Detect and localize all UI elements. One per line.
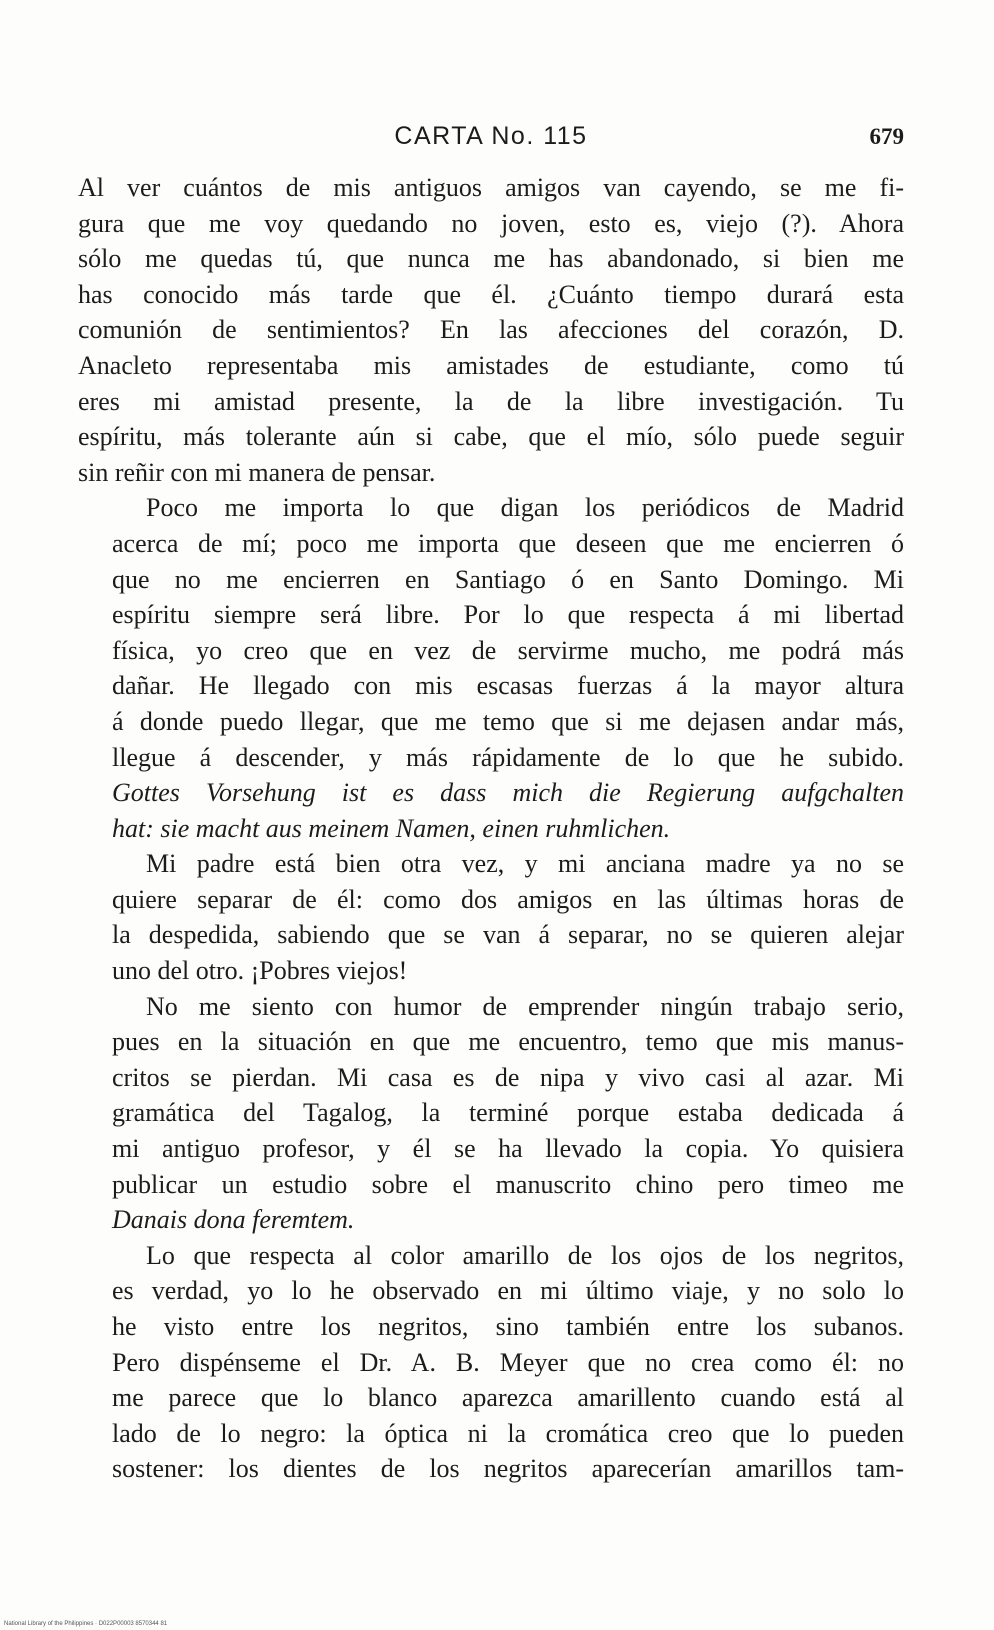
text-line: espíritu, más tolerante aún si cabe, que el mío, sólo puede seguir xyxy=(78,422,904,452)
text-line: gramática del Tagalog, la terminé porque estaba dedicada á xyxy=(112,1098,904,1128)
paragraph xyxy=(78,846,904,988)
text-line: lado de lo negro: la óptica ni la cromática creo que lo pueden xyxy=(112,1418,904,1448)
text-line: he visto entre los negritos, sino también entre los subanos. xyxy=(112,1312,904,1341)
text-line: hat: sie macht aus meinem Namen, einen ruhmlichen. xyxy=(112,813,671,843)
text-line: á donde puedo llegar, que me temo que si me dejasen andar más, xyxy=(112,706,904,736)
text-line: es verdad, yo lo he observado en mi último viaje, y no solo lo xyxy=(112,1276,904,1306)
text-line: Al ver cuántos de mis antiguos amigos van cayendo, se me fi- xyxy=(78,173,904,202)
text-line: quiere separar de él: como dos amigos en las últimas horas de xyxy=(112,884,904,914)
text-line: acerca de mí; poco me importa que deseen que me encierren ó xyxy=(112,528,904,558)
text-line: Poco me importa lo que digan los periódicos de Madrid xyxy=(146,493,904,523)
text-line: espíritu siempre será libre. Por lo que respecta á mi libertad xyxy=(112,600,904,630)
text-line: la despedida, sabiendo que se van á separar, no se quieren alejar xyxy=(112,920,904,950)
text-line: Lo que respecta al color amarillo de los ojos de los negritos, xyxy=(146,1240,904,1270)
text-line: sostener: los dientes de los negritos aparecerían amarillos tam- xyxy=(112,1454,904,1484)
text-line: eres mi amistad presente, la de la libre investigación. Tu xyxy=(78,386,904,416)
paragraph xyxy=(78,989,904,1238)
page-header xyxy=(78,118,904,158)
paragraph xyxy=(78,1238,904,1487)
text-line: uno del otro. ¡Pobres viejos! xyxy=(112,956,408,986)
letter-body xyxy=(78,170,904,1487)
text-line: Mi padre está bien otra vez, y mi anciana madre ya no se xyxy=(146,849,904,879)
text-line: dañar. He llegado con mis escasas fuerzas á la mayor altura xyxy=(112,671,904,701)
running-title: CARTA No. 115 xyxy=(394,122,588,150)
text-line: me parece que lo blanco aparezca amarillento cuando está al xyxy=(112,1383,904,1413)
text-line: llegue á descender, y más rápidamente de lo que he subido. xyxy=(112,742,904,772)
text-line: Gottes Vorsehung ist es dass mich die Regierung aufgchalten xyxy=(112,778,904,808)
scan-credit: National Library of the Philippines · D022P00003 8570344 81 xyxy=(4,1621,168,1627)
text-line: has conocido más tarde que él. ¿Cuánto tiempo durará esta xyxy=(78,279,904,309)
page-number: 679 xyxy=(869,124,904,149)
text-line: critos se pierdan. Mi casa es de nipa y vivo casi al azar. Mi xyxy=(112,1062,904,1092)
text-line: Anacleto representaba mis amistades de estudiante, como tú xyxy=(78,350,904,380)
text-line: Pero dispénseme el Dr. A. B. Meyer que no crea como él: no xyxy=(112,1347,904,1377)
text-line: sin reñir con mi manera de pensar. xyxy=(78,457,436,487)
text-line: Danais dona feremtem. xyxy=(112,1205,355,1235)
text-line: que no me encierren en Santiago ó en Santo Domingo. Mi xyxy=(112,564,904,594)
text-line: gura que me voy quedando no joven, esto es, viejo (?). Ahora xyxy=(78,208,904,238)
text-line: mi antiguo profesor, y él se ha llevado la copia. Yo quisiera xyxy=(112,1134,904,1164)
text-line: publicar un estudio sobre el manuscrito chino pero timeo me xyxy=(112,1169,904,1199)
text-line: sólo me quedas tú, que nunca me has abandonado, si bien me xyxy=(78,244,904,274)
text-line: No me siento con humor de emprender ningún trabajo serio, xyxy=(146,991,904,1021)
text-line: física, yo creo que en vez de servirme mucho, me podrá más xyxy=(112,635,904,665)
paragraph xyxy=(78,490,904,846)
text-line: pues en la situación en que me encuentro, temo que mis manus- xyxy=(112,1027,904,1057)
text-line: comunión de sentimientos? En las afecciones del corazón, D. xyxy=(78,315,904,345)
paragraph xyxy=(78,170,904,490)
